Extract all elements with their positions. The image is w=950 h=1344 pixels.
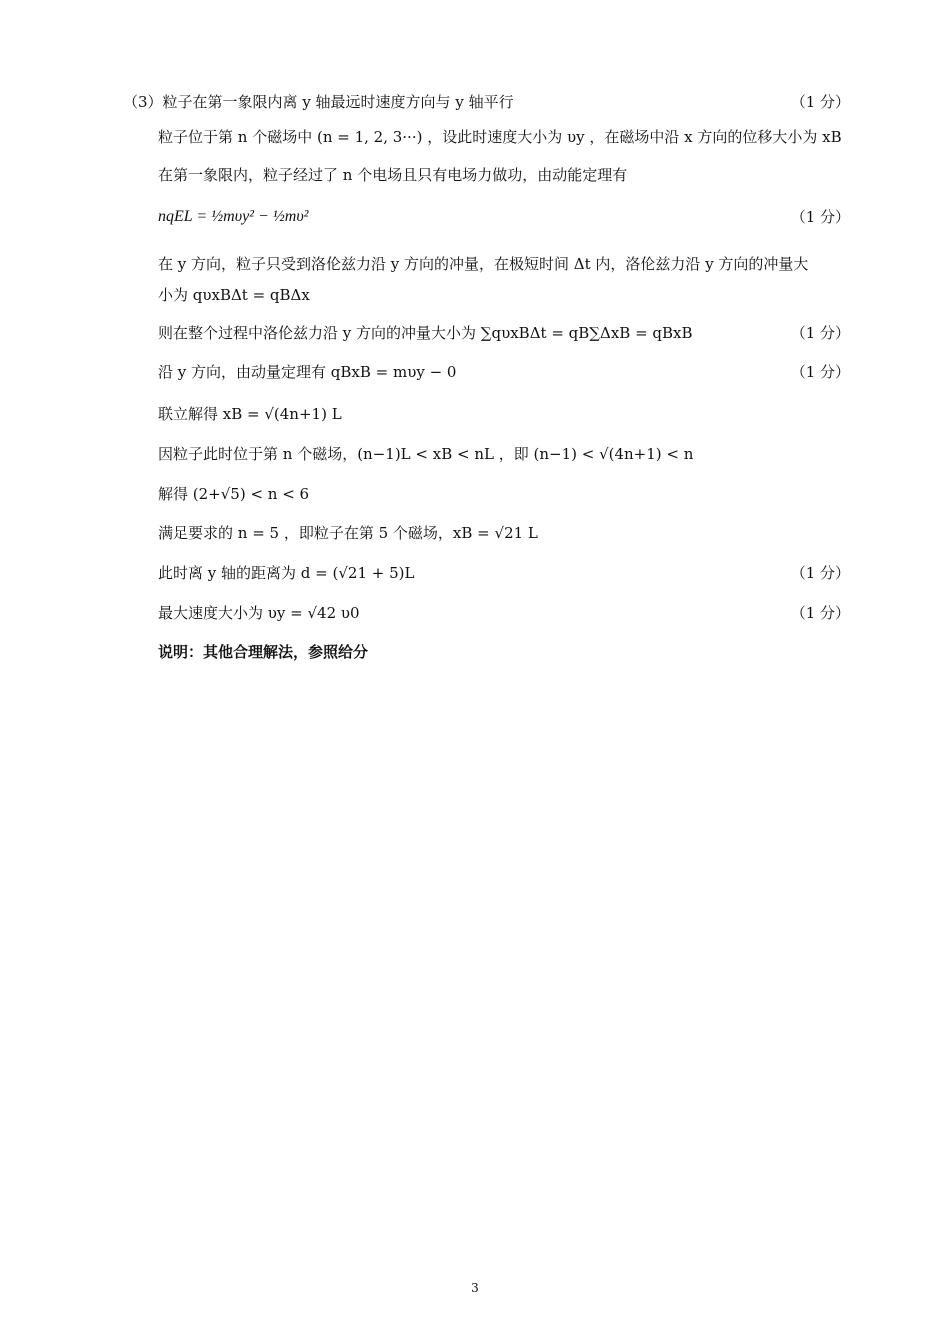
score-3: （1 分） xyxy=(790,324,850,342)
score-2: （1 分） xyxy=(790,208,850,226)
score-4: （1 分） xyxy=(790,363,850,381)
text-line-9: 联立解得 xB = √(4n+1) L xyxy=(158,405,342,423)
text-line-3: 在第一象限内，粒子经过了 n 个电场且只有电场力做功，由动能定理有 xyxy=(158,166,628,184)
text-line-2: 粒子位于第 n 个磁场中 (n = 1, 2, 3···) ，设此时速度大小为 υy ，在磁场中沿 x 方向的位移大小为 xB xyxy=(158,128,842,146)
score-6: （1 分） xyxy=(790,604,850,622)
page-number: 3 xyxy=(471,1281,479,1295)
text-line-7: 则在整个过程中洛伦兹力沿 y 方向的冲量大小为 ∑qυxBΔt = qB∑ΔxB = qBxB xyxy=(158,324,693,342)
text-line-13: 此时离 y 轴的距离为 d = (√21 + 5)L xyxy=(158,564,415,582)
equation-energy: nqEL = ½mυy² − ½mυ² xyxy=(158,208,309,225)
text-line-11: 解得 (2+√5) < n < 6 xyxy=(158,485,310,503)
score-1: （1 分） xyxy=(790,93,850,111)
text-line-12: 满足要求的 n = 5 ，即粒子在第 5 个磁场，xB = √21 L xyxy=(158,524,538,542)
score-5: （1 分） xyxy=(790,564,850,582)
text-line-10: 因粒子此时位于第 n 个磁场，(n−1)L < xB < nL ，即 (n−1) < √(4n+1) < n xyxy=(158,445,694,463)
text-line-6: 小为 qυxBΔt = qBΔx xyxy=(158,286,310,304)
text-line-1: （3）粒子在第一象限内离 y 轴最远时速度方向与 y 轴平行 xyxy=(123,93,514,111)
text-line-5: 在 y 方向，粒子只受到洛伦兹力沿 y 方向的冲量，在极短时间 Δt 内，洛伦兹力沿 y 方向的冲量大 xyxy=(158,255,809,273)
text-line-8: 沿 y 方向，由动量定理有 qBxB = mυy − 0 xyxy=(158,363,457,381)
note-line: 说明：其他合理解法，参照给分 xyxy=(158,643,369,661)
text-line-14: 最大速度大小为 υy = √42 υ0 xyxy=(158,604,360,622)
